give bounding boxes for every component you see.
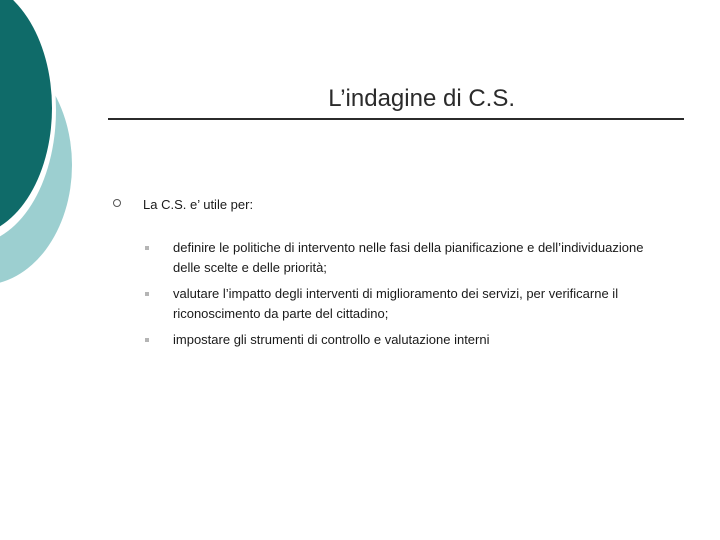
square-bullet-icon: [145, 246, 149, 250]
sub-bullet-text: definire le politiche di intervento nelle fasi della pianificazione e dell’individuazione delle scelte e delle priorità;: [173, 240, 644, 275]
sub-bullet-text: valutare l’impatto degli interventi di miglioramento dei servizi, per verificarne il riconoscimento da parte del cittadino;: [173, 286, 619, 321]
square-bullet-icon: [145, 338, 149, 342]
hollow-circle-bullet-icon: [113, 199, 121, 207]
sub-bullet-2: [145, 284, 685, 324]
title-underline: [108, 118, 684, 120]
main-bullet-text: La C.S. e’ utile per:: [143, 197, 254, 212]
decorative-circles: [0, 0, 120, 300]
sub-bullet-text: impostare gli strumenti di controllo e valutazione interni: [173, 332, 490, 347]
slide-title: L’indagine di C.S.: [328, 85, 515, 112]
sub-bullet-3: [145, 330, 685, 350]
square-bullet-icon: [145, 292, 149, 296]
sub-bullet-1: [145, 238, 685, 278]
